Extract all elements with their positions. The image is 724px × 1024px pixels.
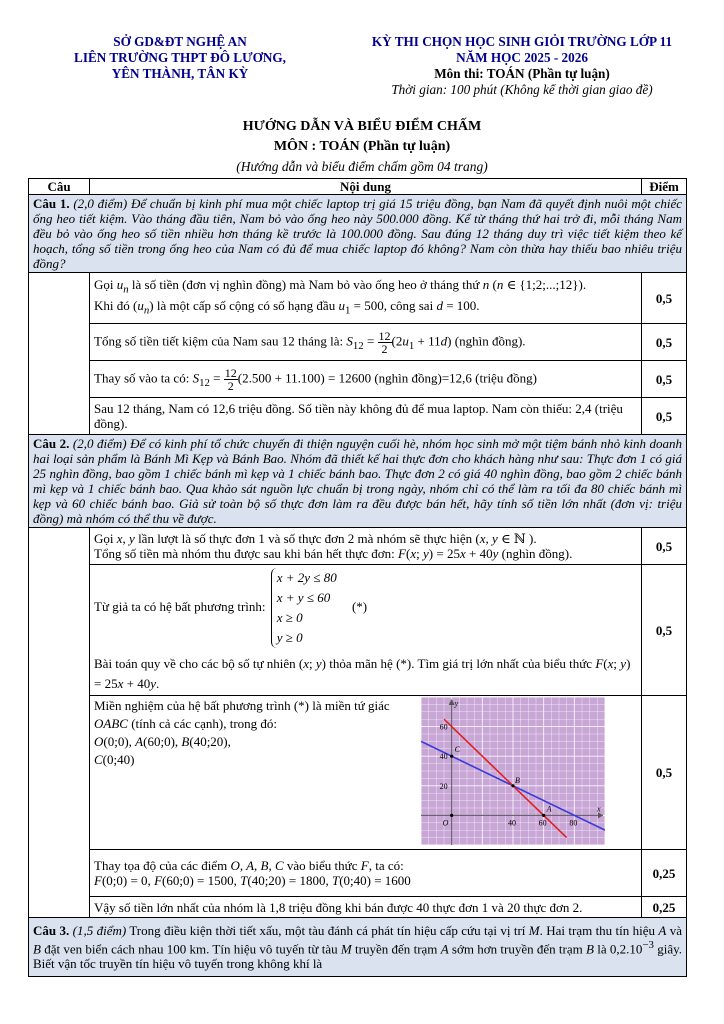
y-tick-label: 40: [439, 752, 448, 762]
x-tick-label: 60: [538, 818, 547, 828]
q1-step-3: Thay số vào ta có: $S_{12}$ = $\frac{12}{2}$ (2.500 + 11.100) = 12600 (nghìn đồng)=12,6 (triệu đồng): [90, 361, 642, 398]
q2-step-3: Miền nghiệm của hệ bất phương trình (*) là miền tứ giác OABC (tính cả các cạnh), trong đó: O(0;0), A(60;0), B(40;20), C(0;40) 40 60 80 20 40 60 O x y A B C: [90, 696, 642, 850]
table-row: [29, 361, 687, 398]
q2-points: (2,0 điểm): [72, 436, 127, 451]
score: 0,5: [642, 528, 687, 565]
q3-points: (1,5 điểm): [72, 922, 127, 938]
chart-svg: [421, 697, 605, 845]
score: 0,5: [642, 324, 687, 361]
origin-label: O: [442, 818, 449, 828]
department: SỞ GD&ĐT NGHỆ AN: [113, 34, 247, 49]
doc-note: (Hướng dẫn và biểu điểm chấm gồm 04 trang): [236, 159, 488, 174]
table-row: [29, 696, 687, 850]
question-2-row: [29, 435, 687, 528]
question-3: Câu 3. (1,5 điểm) Trong điều kiện thời tiết xấu, một tàu đánh cá phát tín hiệu cấp cứu tại vị trí M. Hai trạm thu tín hiệu A và B đặt ven biển cách nhau 100 km. Tín hiệu vô tuyến từ tàu M truyền đến trạm A sớm hơn truyền đến trạm B là $0,2.10^{-3}$ giây. Biết vận tốc truyền tín hiệu vô tuyến trong không khí là: [29, 918, 687, 977]
grading-table: [28, 178, 687, 977]
q1-points: (2,0 điểm): [73, 196, 128, 211]
school-group-2: YÊN THÀNH, TÂN KỲ: [111, 66, 249, 81]
exam-time: Thời gian: 100 phút (Không kể thời gian giao đề): [391, 82, 653, 97]
question-1-row: [29, 195, 687, 273]
x-tick-label: 80: [569, 818, 578, 828]
score: 0,5: [642, 361, 687, 398]
q1-label: Câu 1.: [33, 196, 70, 211]
table-row: [29, 528, 687, 565]
table-row: [29, 897, 687, 918]
doc-title: HƯỚNG DẪN VÀ BIỂU ĐIỂM CHẤM: [242, 119, 482, 134]
exam-title: KỲ THI CHỌN HỌC SINH GIỎI TRƯỜNG LỚP 11: [371, 34, 673, 49]
col-question: Câu: [29, 179, 90, 195]
score: 0,5: [642, 696, 687, 850]
table-row: [29, 565, 687, 696]
table-row: [29, 850, 687, 897]
vertex-point: [450, 814, 453, 817]
question-2: [29, 435, 687, 528]
q1-step-1: Gọi $u_n$ là số tiền (đơn vị nghìn đồng) mà Nam bỏ vào ống heo ở tháng thứ n (n ∈ {1;2;...;12}). Khi đó $(u_n)$ là một cấp số cộng có số hạng đầu $u_1 = 500$, công sai d = 100.: [90, 273, 642, 324]
score: 0,25: [642, 897, 687, 918]
score: 0,5: [642, 565, 687, 696]
table-row: [29, 324, 687, 361]
q2-text: Để có kinh phí tổ chức chuyến đi thiện nguyện cuối hè, nhóm học sinh mở một tiệm bánh nhỏ kinh doanh hai loại sản phẩm là Bánh Mì Kẹp và Bánh Bao. Nhóm đã thiết kế hai thực đơn cho khách hàng như sau: Thực đơn 1 có giá 25 nghìn đồng, bao gồm 1 chiếc bánh mì kẹp và 1 chiếc bánh bao. Thực đơn 2 có giá 40 nghìn đồng, bao gồm 2 chiếc bánh mì kẹp và 1 chiếc bánh bao. Qua khảo sát nguồn lực chuẩn bị trong ngày, nhóm chỉ có thể làm ra tối đa 80 chiếc bánh mì kẹp và 60 chiếc bánh bao. Giả sử toàn bộ số thực đơn làm ra đều được bán hết, hãy tính số tiền lớn nhất (đơn vị: triệu đồng) mà nhóm có thể thu về được.: [33, 436, 683, 526]
x-tick-label: 40: [508, 818, 517, 828]
header-left: [40, 34, 320, 82]
y-tick-label: 20: [439, 781, 448, 791]
table-row: [29, 273, 687, 324]
vertex-point: [542, 814, 545, 817]
feasible-region-chart: [421, 697, 605, 848]
question-3-row: [29, 918, 687, 977]
y-axis-label: y: [454, 699, 459, 708]
x-axis-label: x: [597, 804, 601, 814]
score: 0,25: [642, 850, 687, 897]
q3-label: Câu 3.: [33, 922, 70, 938]
q1-text: Để chuẩn bị kinh phí mua một chiếc laptop trị giá 15 triệu đồng, bạn Nam đã quyết định nuôi một chiếc ống heo tiết kiệm. Vào tháng đầu tiên, Nam bỏ vào ống heo này 500.000 đồng. Kể từ tháng thứ hai trở đi, mỗi tháng Nam đều bỏ vào ống heo số tiền nhiều hơn tháng kề trước là 100.000 đồng. Sau đúng 12 tháng duy trì việc tiết kiệm theo kế hoạch, tổng số tiền trong ống heo của Nam có đủ để mua chiếc laptop đó không? Nam còn thừa hay thiếu bao nhiêu triệu đồng?: [33, 196, 683, 271]
q2-step-1: Gọi x, y lần lượt là số thực đơn 1 và số thực đơn 2 mà nhóm sẽ thực hiện (x, y ∈ ℕ ). Tổng số tiền mà nhóm thu được sau khi bán hết thực đơn: F(x; y) = 25x + 40y (nghìn đồng).: [90, 528, 642, 565]
subject: Môn thi: TOÁN (Phần tự luận): [434, 66, 610, 81]
q2-step-4: Thay tọa độ của các điểm O, A, B, C vào biểu thức F, ta có: F(0;0) = 0, F(60;0) = 1500, T(40;20) = 1800, T(0;40) = 1600: [90, 850, 642, 897]
col-content: Nội dung: [90, 179, 642, 195]
q2-label: Câu 2.: [33, 436, 70, 451]
header-right: [352, 34, 692, 98]
q2-step-2: Từ giả ta có hệ bất phương trình: x + 2y ≤ 80 x + y ≤ 60 x ≥ 0 y ≥ 0 (*) Bài toán quy về cho các bộ số tự nhiên (x; y) thỏa mãn hệ (*). Tìm giá trị lớn nhất của biểu thức F(x; y) = 25x + 40y.: [90, 565, 642, 696]
q2-step-5: Vậy số tiền lớn nhất của nhóm là 1,8 triệu đồng khi bán được 40 thực đơn 1 và 20 thực đơn 2.: [90, 897, 642, 918]
vertex-label: B: [515, 775, 521, 785]
y-tick-label: 60: [439, 722, 448, 732]
vertex-label: C: [454, 745, 461, 755]
score: 0,5: [642, 273, 687, 324]
col-score: Điểm: [642, 179, 687, 195]
table-header: [29, 179, 687, 195]
doc-subtitle: MÔN : TOÁN (Phần tự luận): [273, 139, 451, 154]
vertex-label: A: [546, 804, 552, 814]
school-year: NĂM HỌC 2025 - 2026: [456, 50, 588, 65]
score: 0,5: [642, 398, 687, 435]
table-row: [29, 398, 687, 435]
vertex-point: [450, 755, 453, 758]
inequality-system: x + 2y ≤ 80 x + y ≤ 60 x ≥ 0 y ≥ 0: [271, 568, 337, 648]
question-1: [29, 195, 687, 273]
q1-step-2: Tổng số tiền tiết kiệm của Nam sau 12 tháng là: $S_{12}$ = $\frac{12}{2}$ $(2u_1 + 11d)$ (nghìn đồng).: [90, 324, 642, 361]
q1-step-4: Sau 12 tháng, Nam có 12,6 triệu đồng. Số tiền này không đủ để mua laptop. Nam còn thiếu: 2,4 (triệu đồng).: [90, 398, 642, 435]
school-group: LIÊN TRƯỜNG THPT ĐÔ LƯƠNG,: [74, 50, 286, 65]
